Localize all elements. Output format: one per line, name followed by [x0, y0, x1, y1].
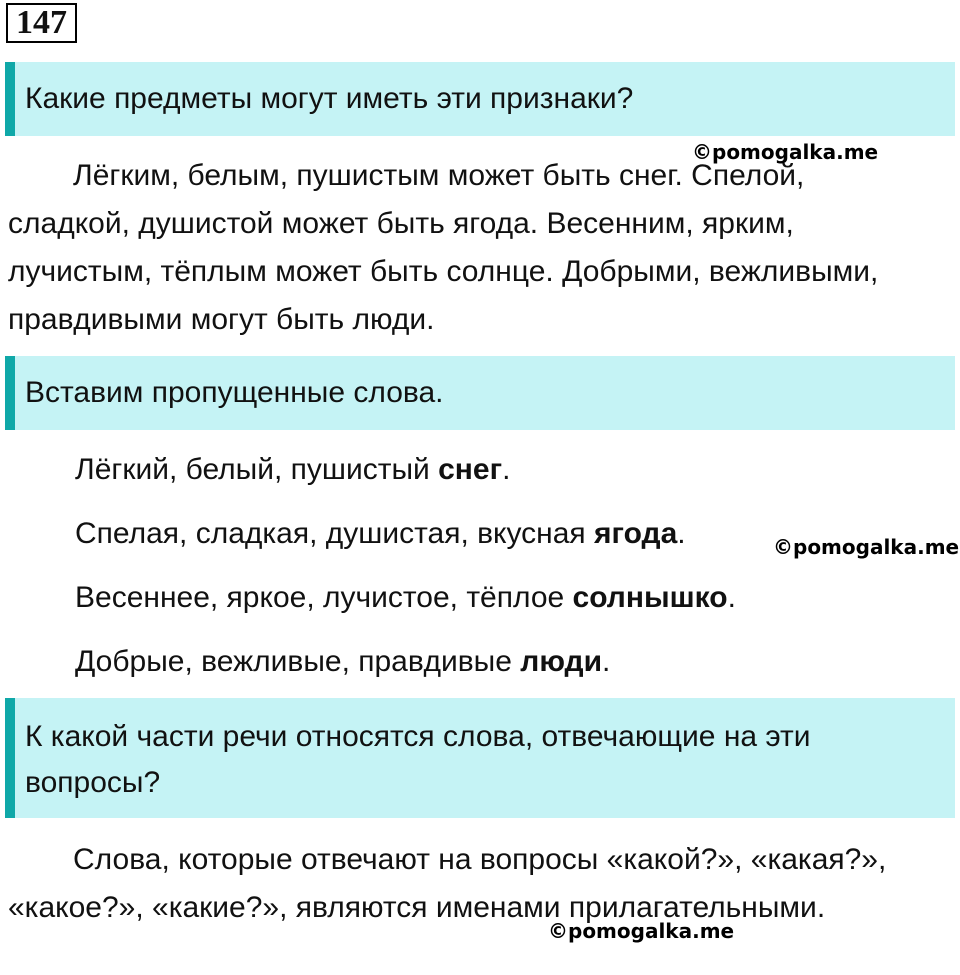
filled-line-4-end: .: [602, 645, 611, 678]
filled-line-1-noun: снег: [438, 453, 503, 486]
filled-line-2-noun: ягода: [594, 517, 678, 550]
filled-line-4-noun: люди: [520, 645, 603, 678]
filled-line-2-end: .: [677, 517, 686, 550]
answer-1-paragraph: Лёгким, белым, пушистым может быть снег. Спелой, сладкой, душистой может быть ягода. Весенним, ярким, лучистым, тёплым может быть солнце. Добрыми, вежливыми, правдивыми могут быть люди.: [8, 159, 879, 336]
filled-line-3-text: Весеннее, яркое, лучистое, тёплое: [75, 581, 573, 614]
question-3-bar: [5, 698, 955, 818]
filled-line-3-noun: солнышко: [572, 581, 728, 614]
watermark-1: ©pomogalka.me: [692, 140, 879, 164]
watermark-3: ©pomogalka.me: [548, 919, 735, 943]
question-2-bar: [5, 356, 955, 430]
answer-3-paragraph: Слова, которые отвечают на вопросы «какой?», «какая?», «какое?», «какие?», являются именами прилагательными.: [8, 843, 887, 924]
question-2-text: Вставим пропущенные слова.: [25, 376, 444, 409]
question-1-bar: [5, 62, 955, 136]
filled-line-4: [75, 642, 610, 682]
filled-line-1-text: Лёгкий, белый, пушистый: [75, 453, 439, 486]
filled-line-3-end: .: [727, 581, 736, 614]
watermark-2: ©pomogalka.me: [773, 535, 960, 559]
filled-line-1-end: .: [502, 453, 511, 486]
filled-line-3: [75, 578, 736, 618]
filled-line-2-text: Спелая, сладкая, душистая, вкусная: [75, 517, 595, 550]
filled-line-4-text: Добрые, вежливые, правдивые: [75, 645, 521, 678]
filled-line-2: [75, 514, 686, 554]
question-3-text: К какой части речи относятся слова, отвечающие на эти вопросы?: [25, 720, 811, 799]
task-number: 147: [6, 3, 77, 43]
filled-line-1: [75, 450, 510, 490]
question-1-text: Какие предметы могут иметь эти признаки?: [25, 82, 634, 115]
